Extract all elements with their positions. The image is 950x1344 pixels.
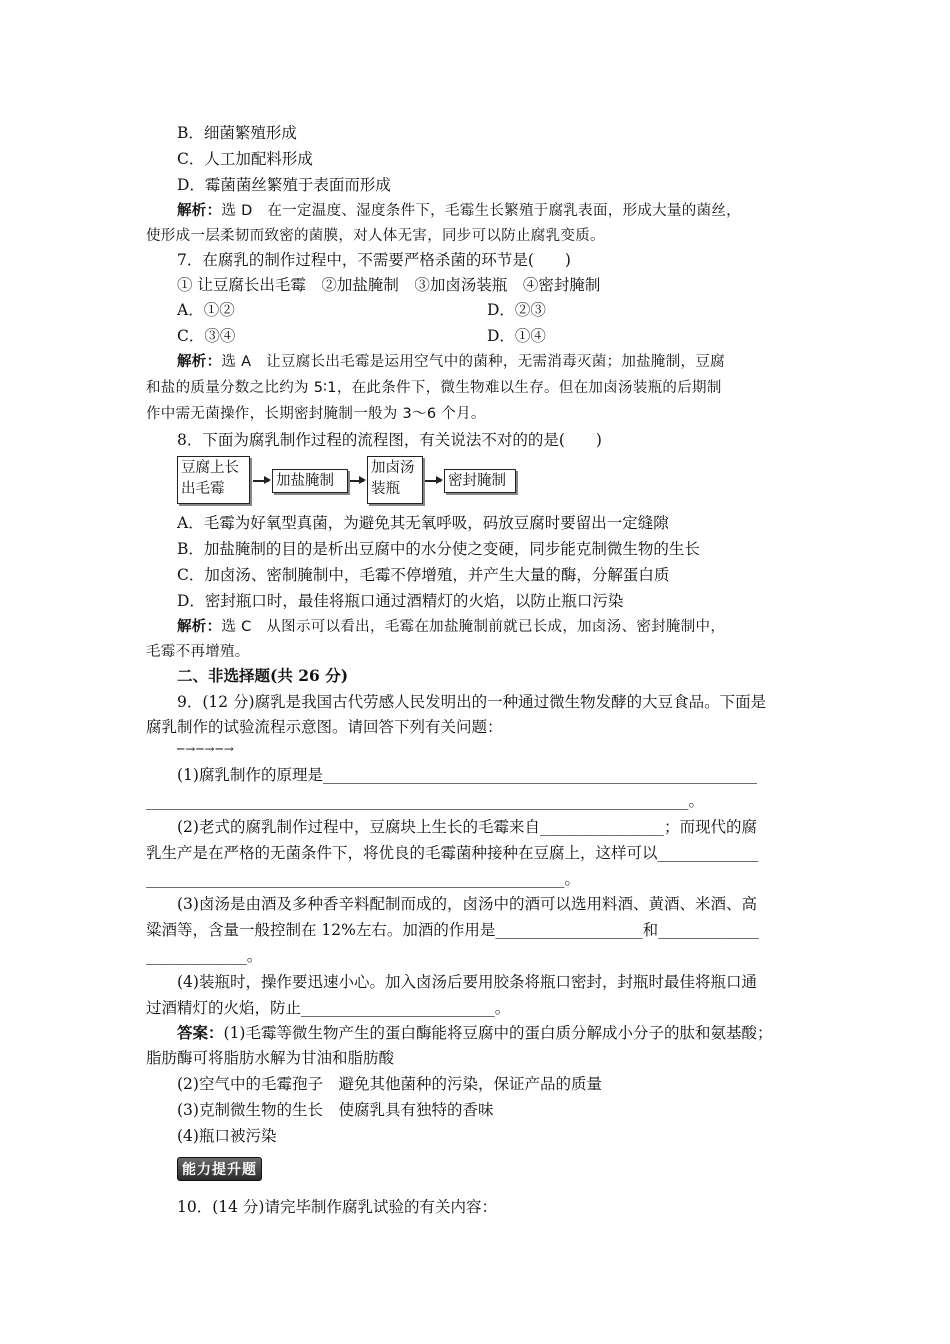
q9-part1-line-2: ______________________________________________________________________。: [146, 792, 705, 810]
q9-part1-line-1: (1)腐乳制作的原理是________________________________________________________: [177, 766, 757, 784]
q9-answer-line-3: (2)空气中的毛霉孢子 避免其他菌种的污染，保证产品的质量: [177, 1075, 602, 1093]
q8-option-a: A．毛霉为好氧型真菌，为避免其无氧呼吸，码放豆腐时要留出一定缝隙: [177, 514, 669, 532]
q7-option-d-right: D．②③: [487, 301, 546, 319]
flow-arrow: [350, 480, 364, 482]
flow-box-brine-bottling: 加卤汤 装瓶: [367, 456, 423, 504]
q9-part4-line-2: 过酒精灯的火焰，防止_________________________。: [146, 999, 511, 1017]
q10-stem: 10．(14 分)请完毕制作腐乳试验的有关内容：: [177, 1198, 497, 1216]
flow-box-mold-growth: 豆腐上长 出毛霉: [177, 456, 250, 504]
q9-answer-line-2: 脂肪酶可将脂肪水解为甘油和脂肪酸: [146, 1049, 395, 1067]
q9-answer-line-4: (3)克制微生物的生长 使腐乳具有独特的香味: [177, 1101, 494, 1119]
q9-flow-arrows: ─→─→─→: [177, 742, 235, 756]
q6-option-d: D．霉菌菌丝繁殖于表面而形成: [177, 176, 391, 194]
q7-options-row-1: [177, 299, 677, 321]
q8-option-c: C．加卤汤、密制腌制中，毛霉不停增殖，并产生大量的酶，分解蛋白质: [177, 566, 670, 584]
q9-stem-line-1: 9．(12 分)腐乳是我国古代劳感人民发明出的一种通过微生物发酵的大豆食品。下面是: [177, 693, 767, 711]
q6-option-b: B．细菌繁殖形成: [177, 124, 297, 142]
q7-options-row-2: [177, 325, 677, 347]
q6-option-c: C．人工加配料形成: [177, 150, 313, 168]
q7-items: ① 让豆腐长出毛霉 ②加盐腌制 ③加卤汤装瓶 ④密封腌制: [177, 276, 601, 294]
q7-analysis-line-1: 解析：选 A 让豆腐长出毛霉是运用空气中的菌种，无需消毒灭菌；加盐腌制，豆腐: [177, 354, 725, 370]
q9-answer-line-1: 答案：(1)毛霉等微生物产生的蛋白酶能将豆腐中的蛋白质分解成小分子的肽和氨基酸；: [177, 1023, 773, 1042]
q9-part3-line-3: _____________。: [146, 947, 263, 965]
q7-analysis-line-2: 和盐的质量分数之比约为 5∶1，在此条件下，微生物难以生存。但在加卤汤装瓶的后期制: [146, 380, 722, 396]
q9-part2-line-2: 乳生产是在严格的无菌条件下，将优良的毛霉菌种接种在豆腐上，这样可以_____________: [146, 844, 759, 862]
flow-arrow: [425, 480, 441, 482]
q9-answer-line-5: (4)瓶口被污染: [177, 1127, 277, 1145]
q7-option-d2: D．①④: [487, 327, 546, 345]
q7-analysis-line-3: 作中需无菌操作，长期密封腌制一般为 3～6 个月。: [146, 406, 486, 422]
q6-analysis-line-1: 解析：选 D 在一定温度、湿度条件下，毛霉生长繁殖于腐乳表面，形成大量的菌丝，: [177, 203, 741, 219]
q9-part3-line-2: 粱酒等，含量一般控制在 12%左右。加酒的作用是___________________和_____________: [146, 921, 759, 939]
flow-box-salting: 加盐腌制: [272, 469, 348, 493]
q6-analysis-line-2: 使形成一层柔韧而致密的菌膜，对人体无害，同步可以防止腐乳变质。: [146, 228, 605, 244]
q7-option-c: C．③④: [177, 327, 236, 345]
q8-option-b: B．加盐腌制的目的是析出豆腐中的水分使之变硬，同步能克制微生物的生长: [177, 540, 700, 558]
section-heading: 二、非选择题(共 26 分): [177, 666, 349, 685]
ability-improvement-badge: 能力提升题: [177, 1157, 262, 1181]
q8-analysis-line-2: 毛霉不再增殖。: [146, 644, 250, 660]
flow-box-sealing: 密封腌制: [444, 469, 516, 493]
q7-option-a: A．①②: [177, 301, 235, 319]
analysis-label: 解析：: [177, 203, 222, 219]
q9-stem-line-2: 腐乳制作的试验流程示意图。请回答下列有关问题：: [146, 718, 503, 736]
analysis-label: 解析：: [177, 354, 222, 370]
q8-analysis-line-1: 解析：选 C 从图示可以看出，毛霉在加盐腌制前就已长成，加卤汤、密封腌制中，: [177, 619, 726, 635]
analysis-label: 解析：: [177, 619, 222, 635]
flow-arrow: [253, 480, 269, 482]
q9-part2-line-3: ______________________________________________________。: [146, 870, 581, 888]
q8-option-d: D．密封瓶口时，最佳将瓶口通过酒精灯的火焰，以防止瓶口污染: [177, 592, 624, 610]
q9-part3-line-1: (3)卤汤是由酒及多种香辛料配制而成的，卤汤中的酒可以选用料酒、黄酒、米酒、高: [177, 895, 757, 913]
q7-stem: 7．在腐乳的制作过程中，不需要严格杀菌的环节是( ): [177, 251, 571, 269]
q9-part4-line-1: (4)装瓶时，操作要迅速小心。加入卤汤后要用胶条将瓶口密封，封瓶时最佳将瓶口通: [177, 973, 757, 991]
q8-stem: 8．下面为腐乳制作过程的流程图，有关说法不对的的是( ): [177, 431, 602, 449]
q9-part2-line-1: (2)老式的腐乳制作过程中，豆腐块上生长的毛霉来自________________；而现代的腐: [177, 818, 757, 836]
answer-label: 答案：: [177, 1023, 224, 1042]
